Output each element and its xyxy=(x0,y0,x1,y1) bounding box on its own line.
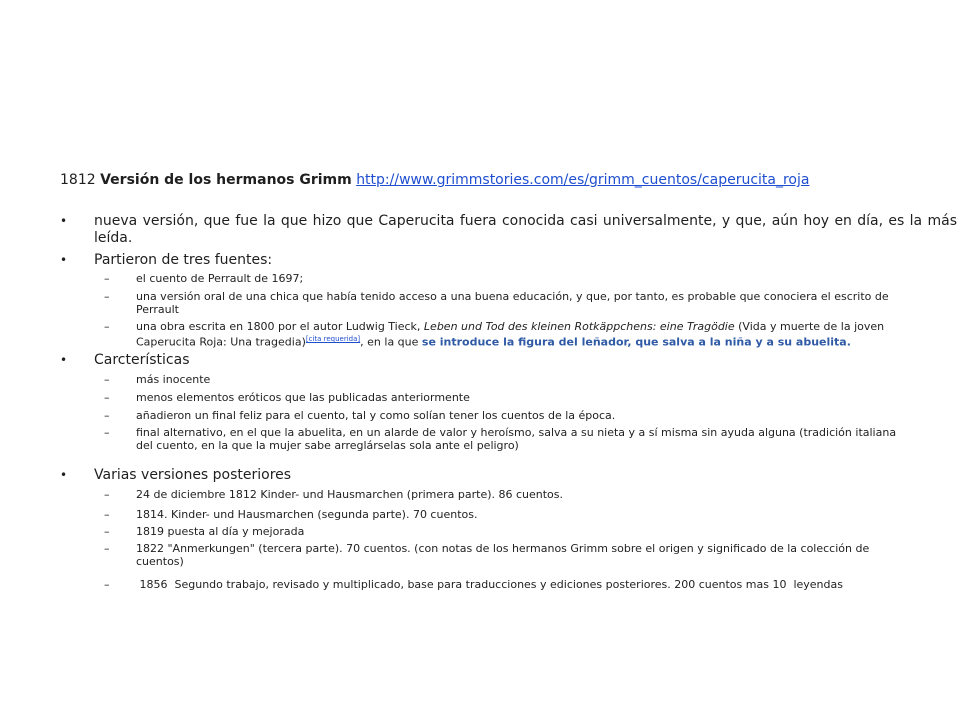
item-text: una versión oral de una chica que había tenido acceso a una buena educación, y que, por tanto, es probable que conociera el escrito de Perrault xyxy=(136,290,889,316)
dash-icon: – xyxy=(104,508,110,521)
bullet-text: Varias versiones posteriores xyxy=(94,467,292,483)
item-text: 1814. Kinder- und Hausmarchen (segunda parte). 70 cuentos. xyxy=(136,508,478,521)
heading-year: 1812 xyxy=(60,172,96,188)
dash-icon: – xyxy=(104,488,110,501)
dash-icon: – xyxy=(104,542,110,555)
dash-icon: – xyxy=(104,391,110,404)
item-text: 24 de diciembre 1812 Kinder- und Hausmarchen (primera parte). 86 cuentos. xyxy=(136,488,564,501)
dash-icon: – xyxy=(104,320,110,333)
dash-icon: – xyxy=(104,426,110,439)
item-text: el cuento de Perrault de 1697; xyxy=(136,272,304,285)
bullet-text: nueva versión, que fue la que hizo que Caperucita fuera conocida casi universalmente, y que, aún hoy en día, es la más leída. xyxy=(94,213,957,246)
dash-icon: – xyxy=(104,578,110,591)
dash-icon: – xyxy=(104,290,110,303)
bullet-icon: • xyxy=(60,214,68,228)
bullet-text: Carcterísticas xyxy=(94,352,190,368)
slide-heading xyxy=(60,171,920,189)
item-text: menos elementos eróticos que las publicadas anteriormente xyxy=(136,391,470,404)
item-text: añadieron un final feliz para el cuento, tal y como solían tener los cuentos de la época. xyxy=(136,409,616,422)
dash-icon: – xyxy=(104,373,110,386)
dash-icon: – xyxy=(104,409,110,422)
heading-title: Versión de los hermanos Grimm xyxy=(100,172,352,188)
dash-icon: – xyxy=(104,525,110,538)
citation-link[interactable]: [cita requerida] xyxy=(305,335,361,343)
item-text: 1819 puesta al día y mejorada xyxy=(136,525,305,538)
item-text: más inocente xyxy=(136,373,211,386)
item-text: 1822 "Anmerkungen" (tercera parte). 70 cuentos. (con notas de los hermanos Grimm sobre el origen y significado de la colección de cuentos) xyxy=(136,542,870,568)
item-text-part: una obra escrita en 1800 por el autor Ludwig Tieck, xyxy=(136,320,424,333)
item-text-part: (Vida y muerte de la joven Caperucita Roja: Una tragedia) xyxy=(136,320,885,349)
bullet-icon: • xyxy=(60,253,68,267)
bullet-text: Partieron de tres fuentes: xyxy=(94,252,273,268)
item-text: 1856 Segundo trabajo, revisado y multiplicado, base para traducciones y ediciones posteriores. 200 cuentos mas 10 leyendas xyxy=(136,578,843,591)
item-text-part: , en la que xyxy=(360,335,422,349)
dash-icon: – xyxy=(104,272,110,285)
bullet-icon: • xyxy=(60,353,68,367)
book-title: Leben und Tod des kleinen Rotkäppchens: eine Tragödie xyxy=(423,320,735,333)
item-text xyxy=(136,320,901,349)
bullet-icon: • xyxy=(60,468,68,482)
highlighted-text: se introduce la figura del leñador, que salva a la niña y a su abuelita. xyxy=(421,335,851,349)
item-text: final alternativo, en el que la abuelita, en un alarde de valor y heroísmo, salva a su nieta y a sí misma sin ayuda alguna (tradición italiana del cuento, en la que la mujer sabe arreglárselas sola ante el peligro) xyxy=(136,426,897,452)
grimmstories-link[interactable]: http://www.grimmstories.com/es/grimm_cuentos/caperucita_roja xyxy=(356,172,810,188)
